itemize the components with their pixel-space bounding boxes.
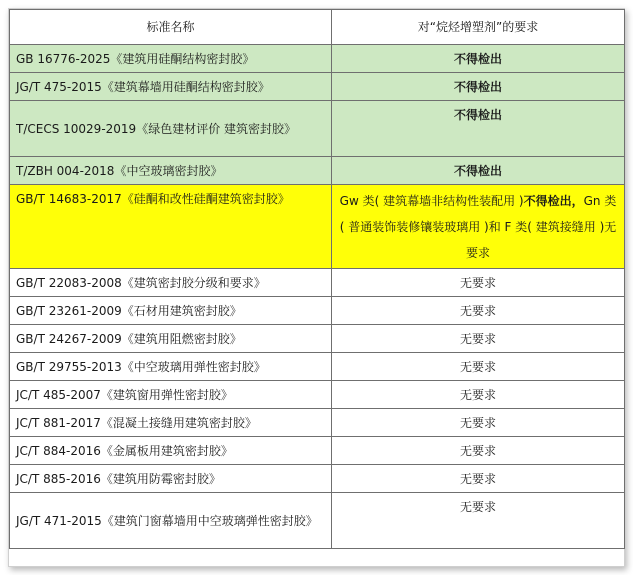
standards-table — [9, 9, 625, 549]
table-row — [10, 381, 625, 409]
requirement-cell: 无要求 — [332, 353, 625, 381]
table-row — [10, 185, 625, 269]
standard-name-cell: JG/T 475-2015《建筑幕墙用硅酮结构密封胶》 — [10, 73, 332, 101]
table-row — [10, 73, 625, 101]
requirement-cell: 无要求 — [332, 325, 625, 353]
table-row — [10, 45, 625, 73]
requirement-text: Gw 类( 建筑幕墙非结构性装配用 ) — [339, 193, 524, 208]
table-row — [10, 409, 625, 437]
standard-name-cell: JG/T 471-2015《建筑门窗幕墙用中空玻璃弹性密封胶》 — [10, 493, 332, 549]
header-row — [10, 10, 625, 45]
table-row — [10, 157, 625, 185]
standard-name-cell: T/CECS 10029-2019《绿色建材评价 建筑密封胶》 — [10, 101, 332, 157]
requirement-cell: 不得检出 — [332, 73, 625, 101]
table-row — [10, 353, 625, 381]
table-row — [10, 269, 625, 297]
table-row — [10, 325, 625, 353]
table-row — [10, 101, 625, 157]
requirement-cell: 无要求 — [332, 381, 625, 409]
standard-name-cell: JC/T 485-2007《建筑窗用弹性密封胶》 — [10, 381, 332, 409]
requirement-cell: 不得检出 — [332, 157, 625, 185]
table-row — [10, 493, 625, 549]
standard-name-cell: GB/T 29755-2013《中空玻璃用弹性密封胶》 — [10, 353, 332, 381]
header-standard-name: 标准名称 — [10, 10, 332, 45]
standard-name-cell: JC/T 881-2017《混凝土接缝用建筑密封胶》 — [10, 409, 332, 437]
standard-name-cell: GB/T 22083-2008《建筑密封胶分级和要求》 — [10, 269, 332, 297]
standard-name-cell: JC/T 885-2016《建筑用防霉密封胶》 — [10, 465, 332, 493]
table-row — [10, 465, 625, 493]
requirement-cell: 无要求 — [332, 465, 625, 493]
requirement-cell: 不得检出 — [332, 101, 625, 157]
standard-name-cell: GB/T 24267-2009《建筑用阻燃密封胶》 — [10, 325, 332, 353]
standard-name-cell: GB/T 14683-2017《硅酮和改性硅酮建筑密封胶》 — [10, 185, 332, 269]
table-row — [10, 437, 625, 465]
standard-name-cell: JC/T 884-2016《金属板用建筑密封胶》 — [10, 437, 332, 465]
requirement-cell: 无要求 — [332, 297, 625, 325]
standard-name-cell: T/ZBH 004-2018《中空玻璃密封胶》 — [10, 157, 332, 185]
requirement-cell: 不得检出 — [332, 45, 625, 73]
requirement-cell: 无要求 — [332, 437, 625, 465]
header-requirement: 对“烷烃增塑剂”的要求 — [332, 10, 625, 45]
requirement-text: Gn 类( 普通装饰装修镶装玻璃用 )和 F 类( 建筑接缝用 )无要求 — [339, 193, 617, 260]
requirement-cell — [332, 185, 625, 269]
requirement-cell: 无要求 — [332, 269, 625, 297]
requirement-text-bold: 不得检出， — [523, 193, 584, 208]
table-frame — [8, 8, 625, 567]
standard-name-cell: GB 16776-2025《建筑用硅酮结构密封胶》 — [10, 45, 332, 73]
requirement-cell: 无要求 — [332, 493, 625, 549]
requirement-cell: 无要求 — [332, 409, 625, 437]
table-row — [10, 297, 625, 325]
standard-name-cell: GB/T 23261-2009《石材用建筑密封胶》 — [10, 297, 332, 325]
